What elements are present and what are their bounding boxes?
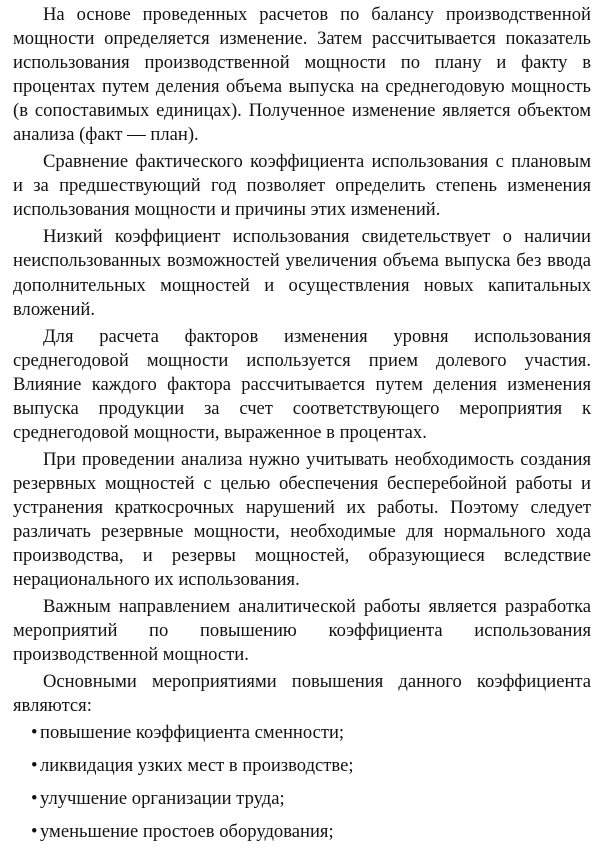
paragraph-balance-calculation (13, 3, 591, 147)
paragraph-comparison (13, 150, 591, 222)
list-item-text: ликвидация узких мест в производстве; (40, 755, 354, 777)
list-item-text: улучшение организации труда; (40, 788, 285, 810)
paragraph-low-coefficient (13, 225, 591, 321)
paragraph-measures-intro (13, 670, 591, 718)
list-item (31, 721, 591, 745)
paragraph-text: При проведении анализа нужно учитывать необходимость создания резервных мощностей с целью обеспечения бесперебойной работы и устранения краткосрочных нарушений их работы. Поэтому следует различать резервные мощности, необходимые для нормального хода производства, и резервы мощностей, образующиеся вследствие нерационального их использования. (13, 448, 591, 591)
bullet-icon: • (31, 722, 38, 744)
measures-list (13, 721, 591, 844)
document-body (13, 3, 591, 853)
list-item-text: уменьшение простоев оборудования; (40, 821, 334, 843)
paragraph-text: Важным направлением аналитической работы является разработка мероприятий по повышению коэффициента использования производственной мощности. (13, 596, 591, 666)
list-item (31, 754, 591, 778)
list-item (31, 787, 591, 811)
list-item (31, 820, 591, 844)
bullet-icon: • (31, 821, 38, 843)
list-item-text: повышение коэффициента сменности; (40, 722, 345, 744)
paragraph-text: На основе проведенных расчетов по балансу производственной мощности определяется изменение. Затем рассчитывается показатель использования производственной мощности по плану и факту в процентах путем деления объема выпуска на среднегодовую мощность (в сопоставимых единицах). Полученное изменение является объектом анализа (факт — план). (13, 4, 591, 146)
bullet-icon: • (31, 755, 38, 777)
paragraph-text: Основными мероприятиями повышения данного коэффициента являются: (13, 671, 591, 717)
bullet-icon: • (31, 788, 38, 810)
paragraph-text: Сравнение фактического коэффициента использования с плановым и за предшествующий год позволяет определить степень изменения использования мощности и причины этих изменений. (13, 151, 591, 221)
paragraph-text: Для расчета факторов изменения уровня использования среднегодовой мощности используется прием долевого участия. Влияние каждого фактора рассчитывается путем деления изменения выпуска продукции за счет соответствующего мероприятия к среднегодовой мощности, выраженное в процентах. (13, 325, 591, 443)
paragraph-text: Низкий коэффициент использования свидетельствует о наличии неиспользованных возможностей увеличения объема выпуска без ввода дополнительных мощностей и осуществления новых капитальных вложений. (13, 226, 591, 320)
paragraph-factor-calculation (13, 325, 591, 445)
paragraph-reserve-capacity (13, 448, 591, 592)
paragraph-analysis-direction (13, 595, 591, 667)
